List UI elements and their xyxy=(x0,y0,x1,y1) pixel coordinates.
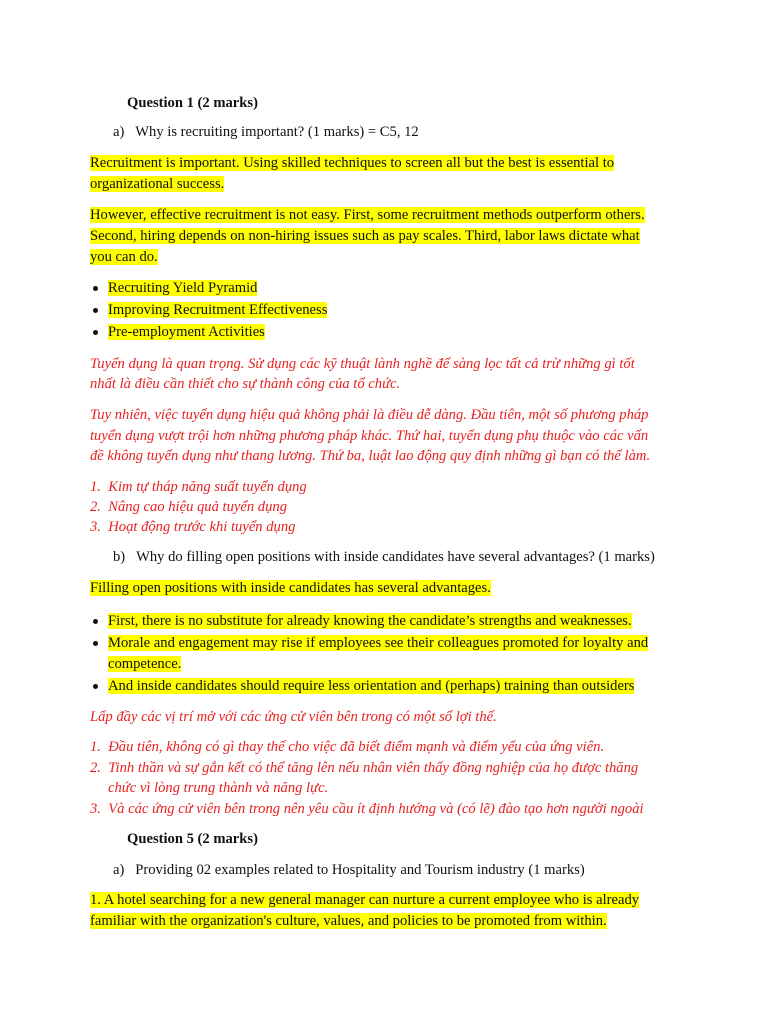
q5a-answer-line1: 1. A hotel searching for a new general manager can nurture a current employee who is already xyxy=(90,892,640,908)
bullet-dot-icon xyxy=(93,330,98,335)
q1a-answer-p2-line3: you can do. xyxy=(90,249,158,265)
q1b-bullet-3: And inside candidates should require less orientation and (perhaps) training than outsiders xyxy=(108,678,635,694)
q1a-answer-p2-line1: However, effective recruitment is not easy. First, some recruitment methods outperform others. xyxy=(90,207,645,223)
q1b-answer: Filling open positions with inside candidates has several advantages. xyxy=(90,580,491,596)
bullet-dot-icon xyxy=(93,619,98,624)
question-5-title: Question 5 (2 marks) xyxy=(127,831,258,847)
q1a-vi-p1-line2: nhất là điều cần thiết cho sự thành công của tổ chức. xyxy=(90,376,401,392)
q1b-vi-intro: Lấp đầy các vị trí mở với các ứng cử viên bên trong có một số lợi thế. xyxy=(90,709,497,725)
bullet-dot-icon xyxy=(93,286,98,291)
q1a-vi-list-item-1: 1. Kim tự tháp năng suất tuyển dụng xyxy=(90,479,307,495)
question-1-title: Question 1 (2 marks) xyxy=(127,95,258,111)
q1b-vi-item-2-line1: 2. Tinh thần và sự gắn kết có thể tăng lên nếu nhân viên thấy đồng nghiệp của họ được thăng xyxy=(90,760,639,776)
q1a-bullet-2: Improving Recruitment Effectiveness xyxy=(108,302,328,318)
q1a-question: a) Why is recruiting important? (1 marks) = C5, 12 xyxy=(113,124,419,140)
q1a-bullet-3: Pre-employment Activities xyxy=(108,324,265,340)
q1b-vi-item-1: 1. Đầu tiên, không có gì thay thế cho việc đã biết điểm mạnh và điểm yếu của ứng viên. xyxy=(90,739,605,755)
q5a-answer-line2: familiar with the organization's culture, values, and policies to be promoted from within. xyxy=(90,913,607,929)
q1a-vi-p2-line2: tuyển dụng vượt trội hơn những phương pháp khác. Thứ hai, tuyển dụng phụ thuộc vào các vấn xyxy=(90,428,649,444)
q1a-answer-p2-line2: Second, hiring depends on non-hiring issues such as pay scales. Third, labor laws dictate what xyxy=(90,228,640,244)
bullet-dot-icon xyxy=(93,308,98,313)
q1b-question: b) Why do filling open positions with inside candidates have several advantages? (1 marks) xyxy=(113,549,655,565)
q1a-bullet-1: Recruiting Yield Pyramid xyxy=(108,280,258,296)
q1b-vi-item-3: 3. Và các ứng cử viên bên trong nên yêu cầu ít định hướng và (có lẽ) đào tạo hơn người ngoài xyxy=(90,801,644,817)
q1a-vi-p1-line1: Tuyển dụng là quan trọng. Sử dụng các kỹ thuật lành nghề để sàng lọc tất cả trừ những gì tốt xyxy=(90,356,635,372)
q1a-vi-list-item-3: 3. Hoạt động trước khi tuyển dụng xyxy=(90,519,296,535)
bullet-dot-icon xyxy=(93,641,98,646)
q1b-bullet-1: First, there is no substitute for already knowing the candidate’s strengths and weaknesses. xyxy=(108,613,632,629)
q1b-bullet-2-line1: Morale and engagement may rise if employees see their colleagues promoted for loyalty and xyxy=(108,635,649,651)
q1b-vi-item-2-line2: chức vì lòng trung thành và năng lực. xyxy=(108,780,329,796)
q5a-question: a) Providing 02 examples related to Hospitality and Tourism industry (1 marks) xyxy=(113,862,585,878)
q1a-answer-p1-line2: organizational success. xyxy=(90,176,225,192)
q1a-vi-p2-line3: đề không tuyển dụng như thang lương. Thứ ba, luật lao động quy định những gì bạn có thể làm. xyxy=(90,448,651,464)
q1a-vi-list-item-2: 2. Nâng cao hiệu quả tuyển dụng xyxy=(90,499,287,515)
q1b-bullet-2-line2: competence. xyxy=(108,656,182,672)
q1a-vi-p2-line1: Tuy nhiên, việc tuyển dụng hiệu quả không phải là điều dễ dàng. Đầu tiên, một số phương pháp xyxy=(90,407,649,423)
bullet-dot-icon xyxy=(93,684,98,689)
q1a-answer-p1-line1: Recruitment is important. Using skilled techniques to screen all but the best is essential to xyxy=(90,155,615,171)
